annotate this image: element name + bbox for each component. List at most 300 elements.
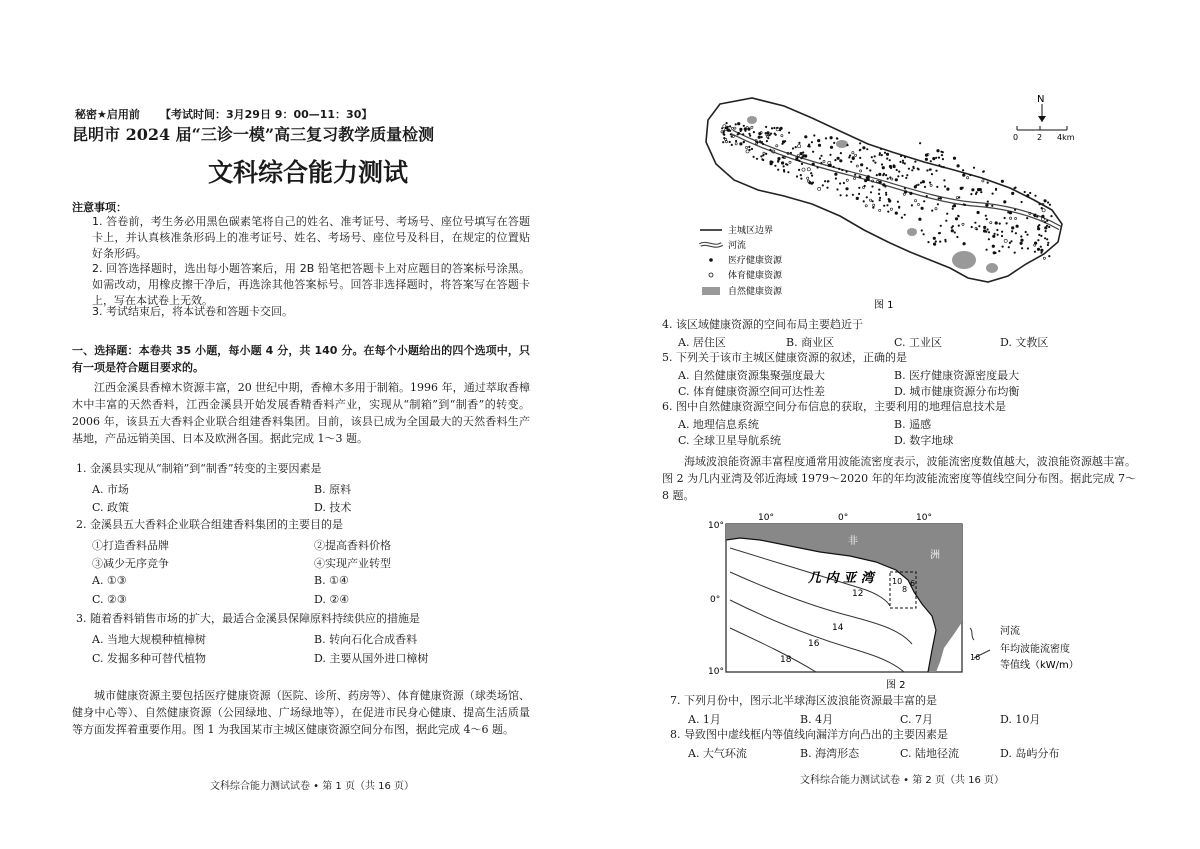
resource-point: [1047, 201, 1049, 203]
resource-point: [938, 197, 940, 199]
contour-label-6: 6: [910, 579, 916, 588]
resource-point: [756, 158, 758, 160]
resource-point: [765, 132, 767, 134]
figure-1-legend: [700, 224, 783, 297]
resource-point: [999, 223, 1001, 225]
resource-point: [885, 192, 887, 194]
notice-title: 注意事项：: [72, 201, 127, 214]
lat-label-1: 10°: [708, 521, 724, 531]
resource-point: [828, 164, 831, 167]
resource-point: [792, 147, 794, 149]
resource-point: [1001, 180, 1004, 183]
resource-point: [784, 140, 786, 142]
passage-1: 江西金溪县香樟木资源丰富，20 世纪中期，香樟木多用于制箱。1996 年，通过萃取香樟木中丰富的天然香料，江西金溪县开始发展香精香料产业，实现从“制箱”到“制香”的转变。2006 年，该县五大香料企业联合组建香料集团。目前，该县已成为全国最大的天然香料生产基地，产品远销美国、日本及欧洲各国。据此完成 1～3 题。: [72, 381, 530, 445]
resource-point: [849, 154, 851, 156]
resource-point: [817, 166, 819, 168]
resource-point: [748, 133, 750, 135]
notice-item-1: 1. 答卷前，考生务必用黑色碳素笔将自己的姓名、准考证号、考场号、座位号填写在答题卡上，并认真核准条形码上的准考证号、姓名、考场号、座位号及科目，在规定的位置贴好条形码。: [92, 215, 530, 260]
contour-label-12: 12: [852, 589, 864, 599]
question-1: 1. 金溪县实现从“制箱”到“制香”转变的主要因素是: [76, 462, 322, 475]
resource-point: [1044, 221, 1046, 223]
q2-option-d: D. ②④: [314, 593, 350, 606]
resource-point: [898, 171, 900, 173]
resource-point: [901, 175, 903, 177]
resource-point: [896, 169, 898, 171]
resource-point: [886, 158, 888, 160]
resource-point: [743, 141, 745, 143]
q8-option-d: D. 岛屿分布: [1000, 747, 1060, 760]
resource-point: [902, 162, 904, 164]
resource-point: [1024, 191, 1026, 193]
resource-point: [957, 164, 960, 167]
north-label: N: [1037, 94, 1045, 105]
resource-point: [876, 174, 878, 176]
resource-point: [783, 156, 785, 158]
resource-point: [1014, 187, 1016, 189]
resource-point: [1046, 220, 1048, 222]
resource-point: [802, 154, 805, 157]
resource-point: [860, 163, 863, 166]
urban-boundary: [706, 98, 1062, 282]
resource-point: [753, 131, 755, 133]
resource-point: [978, 225, 980, 227]
resource-point: [800, 152, 803, 155]
resource-point: [1038, 234, 1040, 236]
resource-point: [742, 133, 744, 135]
page-footer-2: 文科综合能力测试试卷 • 第 2 页（共 16 页）: [800, 775, 1005, 786]
resource-point: [922, 180, 925, 183]
resource-point: [895, 212, 898, 215]
resource-point: [874, 155, 876, 157]
resource-point: [848, 156, 850, 158]
resource-point: [811, 141, 813, 143]
q8-option-a: A. 大气环流: [688, 747, 747, 760]
resource-point: [902, 160, 904, 162]
resource-point: [769, 134, 771, 136]
resource-point: [992, 235, 995, 238]
section-heading: 一、选择题：本卷共 35 小题，每小题 4 分，共 140 分。在每个小题给出的四个选项中，只有一项是符合题目要求的。: [72, 344, 530, 374]
q2-option-c: C. ②③: [92, 593, 127, 606]
resource-point: [871, 156, 873, 158]
q8-option-b: B. 海湾形态: [800, 747, 860, 760]
resource-point: [735, 140, 737, 142]
legend-contour-unit: 等值线（kW/m）: [1000, 660, 1079, 671]
resource-point: [938, 232, 940, 234]
resource-point: [830, 136, 833, 139]
resource-point: [974, 222, 976, 224]
resource-point: [812, 151, 814, 153]
resource-point: [777, 169, 779, 171]
resource-point: [1034, 251, 1036, 253]
resource-point: [1029, 192, 1031, 194]
resource-point: [940, 198, 942, 200]
q2-choice-4: ④实现产业转型: [314, 557, 391, 570]
resource-point: [1001, 235, 1003, 237]
resource-point: [911, 169, 913, 171]
resource-point: [923, 233, 925, 235]
resource-point: [914, 185, 917, 188]
resource-point: [983, 226, 986, 229]
figure-2-legend: [970, 624, 1079, 671]
q3-option-b: B. 转向石化合成香料: [314, 633, 418, 646]
q6-option-b: B. 遥感: [894, 418, 932, 431]
resource-point: [836, 138, 838, 140]
resource-point: [889, 165, 892, 168]
resource-point: [944, 185, 946, 187]
resource-point: [812, 163, 815, 166]
resource-point: [994, 233, 996, 235]
resource-point: [835, 177, 837, 179]
resource-point: [1027, 194, 1029, 196]
resource-point: [951, 227, 953, 229]
notice-item-3: 3. 考试结束后，将本试卷和答题卡交回。: [92, 305, 293, 318]
resource-point: [1040, 246, 1042, 248]
q2-choice-3: ③减少无序竞争: [92, 557, 169, 570]
q3-option-a: A. 当地大规模种植樟树: [92, 633, 206, 646]
resource-point: [796, 175, 798, 177]
resource-point: [721, 127, 723, 129]
resource-point: [1041, 207, 1043, 209]
resource-point: [938, 157, 940, 159]
resource-point: [813, 134, 815, 136]
resource-point: [900, 155, 902, 157]
resource-point: [775, 134, 777, 136]
resource-point: [946, 213, 948, 215]
legend-boundary: 主城区边界: [728, 226, 774, 236]
header-time: 【考试时间：3月29日 9：00—11：30】: [160, 108, 373, 121]
resource-point: [1048, 255, 1050, 257]
resource-point: [879, 154, 881, 156]
resource-point: [727, 126, 729, 128]
resource-point: [938, 164, 940, 166]
resource-point: [962, 174, 965, 177]
resource-point: [1048, 226, 1050, 228]
notice-item-2: 2. 回答选择题时，选出每小题答案后，用 2B 铅笔把答题卡上对应题目的答案标号涂黑。如需改动，用橡皮擦干净后，再选涂其他答案标号。回答非选择题时，将答案写在答题卡上，写在本试卷上无效。: [92, 262, 530, 307]
resource-point: [766, 131, 769, 134]
resource-point: [930, 168, 932, 170]
q1-option-a: A. 市场: [92, 483, 129, 496]
resource-point: [859, 175, 861, 177]
resource-point: [820, 162, 822, 164]
resource-point: [834, 159, 836, 161]
resource-point: [992, 245, 995, 248]
svg-text:4km: 4km: [1057, 133, 1075, 142]
resource-point: [962, 187, 964, 189]
resource-point: [726, 122, 728, 124]
resource-point: [917, 168, 919, 170]
resource-point: [921, 207, 924, 210]
resource-point: [886, 153, 889, 156]
lon-label-1: 10°: [758, 513, 774, 523]
legend-contour-num: 16: [970, 653, 981, 662]
resource-point: [723, 134, 725, 136]
resource-point: [801, 163, 803, 165]
resource-point: [824, 180, 826, 182]
resource-point: [951, 229, 954, 232]
resource-point: [859, 157, 861, 159]
resource-point: [872, 207, 874, 209]
q2-option-b: B. ①④: [314, 574, 349, 587]
resource-point: [862, 146, 865, 149]
resource-point: [850, 161, 852, 163]
resource-point: [933, 243, 936, 246]
resource-point: [908, 168, 910, 170]
q5-option-a: A. 自然健康资源集聚强度最大: [678, 369, 825, 382]
resource-point: [1046, 225, 1048, 227]
resource-point: [942, 158, 944, 160]
q1-option-b: B. 原料: [314, 483, 352, 496]
resource-point: [866, 177, 868, 179]
resource-point: [1010, 240, 1012, 242]
question-3: 3. 随着香料销售市场的扩大，最适合金溪县保障原料持续供应的措施是: [76, 612, 420, 625]
resource-point: [924, 186, 926, 188]
resource-point: [897, 201, 899, 203]
resource-point: [790, 152, 792, 154]
resource-point: [918, 218, 921, 221]
resource-point: [1009, 211, 1012, 214]
resource-point: [885, 174, 887, 176]
resource-point: [739, 128, 742, 131]
resource-point: [1046, 238, 1048, 240]
resource-point: [1002, 246, 1004, 248]
resource-point: [920, 182, 922, 184]
resource-point: [744, 130, 746, 132]
resource-point: [770, 162, 773, 165]
resource-point: [935, 157, 937, 159]
resource-point: [776, 127, 778, 129]
resource-point: [946, 188, 949, 191]
q8-option-c: C. 陆地径流: [900, 747, 960, 760]
resource-point: [866, 196, 868, 198]
lon-label-3: 10°: [916, 513, 932, 523]
figure-1-caption: 图 1: [874, 300, 894, 311]
q4-option-d: D. 文教区: [1000, 336, 1049, 349]
resource-point: [869, 169, 871, 171]
resource-point: [878, 173, 881, 176]
resource-point: [771, 127, 773, 129]
resource-point: [1008, 246, 1010, 248]
resource-point: [810, 172, 812, 174]
resource-point: [995, 188, 997, 190]
resource-point: [988, 231, 990, 233]
resource-point: [838, 168, 840, 170]
resource-point: [940, 225, 942, 227]
resource-point: [898, 207, 900, 209]
contour-label-10: 10: [892, 577, 903, 586]
resource-point: [958, 196, 960, 198]
resource-point: [874, 162, 876, 164]
lon-label-2: 0°: [838, 513, 849, 523]
resource-point: [923, 200, 925, 202]
resource-point: [977, 188, 980, 191]
resource-point: [879, 199, 881, 201]
resource-point: [834, 173, 837, 176]
legend-contour: 年均波能流密度: [1000, 644, 1070, 655]
resource-point: [977, 211, 980, 214]
resource-point: [769, 149, 771, 151]
north-arrow-icon: [1037, 94, 1046, 122]
q6-option-c: C. 全球卫星导航系统: [678, 434, 782, 447]
resource-point: [1011, 230, 1013, 232]
resource-point: [963, 242, 966, 245]
resource-point: [830, 146, 833, 149]
resource-point: [945, 220, 947, 222]
resource-point: [747, 128, 750, 131]
resource-point: [841, 169, 843, 171]
resource-point: [856, 197, 859, 200]
resource-point: [846, 194, 848, 196]
legend-medical: 医疗健康资源: [728, 256, 783, 266]
resource-point: [1021, 201, 1023, 203]
resource-point: [804, 135, 807, 138]
resource-point: [878, 193, 880, 195]
resource-point: [991, 205, 993, 207]
resource-point: [854, 174, 856, 176]
land-label-fei: 非: [848, 536, 858, 547]
resource-point: [825, 137, 827, 139]
resource-point: [879, 181, 882, 184]
resource-point: [829, 154, 831, 156]
resource-point: [987, 228, 989, 230]
resource-point: [800, 174, 802, 176]
q2-choice-2: ②提高香料价格: [314, 539, 391, 552]
q5-option-b: B. 医疗健康资源密度最大: [894, 369, 1020, 382]
resource-point: [952, 205, 954, 207]
question-5: 5. 下列关于该市主城区健康资源的叙述，正确的是: [662, 351, 907, 364]
q3-option-d: D. 主要从国外进口樟树: [314, 652, 429, 665]
q2-option-a: A. ①③: [92, 574, 127, 587]
resource-point: [904, 214, 906, 216]
resource-point: [822, 184, 824, 186]
resource-point: [904, 156, 906, 158]
resource-point: [864, 179, 867, 182]
resource-point: [953, 157, 956, 160]
question-2: 2. 金溪县五大香料企业联合组建香料集团的主要目的是: [76, 518, 343, 531]
resource-point: [883, 205, 885, 207]
resource-point: [880, 148, 882, 150]
resource-point: [939, 241, 941, 243]
resource-point: [914, 161, 916, 163]
resource-point: [796, 156, 798, 158]
resource-point: [952, 208, 954, 210]
resource-point: [845, 187, 848, 190]
resource-point: [897, 175, 899, 177]
question-6: 6. 图中自然健康资源空间分布信息的获取，主要利用的地理信息技术是: [662, 400, 1006, 413]
resource-point: [826, 187, 828, 189]
resource-point: [886, 204, 888, 206]
resource-point: [930, 160, 932, 162]
resource-point: [933, 237, 936, 240]
resource-point: [962, 169, 964, 171]
q3-option-c: C. 发掘多种可替代植物: [92, 652, 207, 665]
resource-point: [811, 182, 813, 184]
resource-point: [827, 180, 829, 182]
resource-point: [940, 166, 942, 168]
resource-point: [971, 226, 973, 228]
resource-point: [932, 157, 935, 160]
resource-point: [819, 157, 821, 159]
q4-option-c: C. 工业区: [894, 336, 943, 349]
resource-point: [1020, 239, 1023, 242]
resource-point: [905, 177, 907, 179]
resource-point: [929, 182, 931, 184]
resource-point: [730, 133, 732, 135]
resource-point: [1006, 222, 1008, 224]
resource-point: [943, 166, 945, 168]
resource-point: [888, 198, 890, 200]
resource-point: [935, 240, 937, 242]
lat-label-2: 0°: [710, 595, 721, 605]
resource-point: [859, 142, 861, 144]
page-footer: 文科综合能力测试试卷 • 第 1 页（共 16 页）: [210, 781, 415, 792]
figure-2-caption: 图 2: [886, 680, 906, 690]
resource-point: [985, 204, 988, 207]
resource-point: [941, 154, 943, 156]
resource-point: [881, 154, 883, 156]
resource-point: [879, 197, 881, 199]
resource-point: [983, 170, 985, 172]
resource-point: [996, 229, 998, 231]
figure-1-map: [692, 92, 1092, 314]
q5-option-c: C. 体育健康资源空间可达性差: [678, 385, 826, 398]
resource-point: [774, 165, 776, 167]
resource-point: [986, 218, 988, 220]
contour-label-16: 16: [808, 639, 820, 649]
resource-point: [889, 159, 891, 161]
exam-subtitle: 文科综合能力测试: [208, 158, 409, 187]
resource-point: [765, 153, 767, 155]
resource-point: [997, 234, 999, 236]
resource-point: [973, 167, 975, 169]
resource-point: [1049, 204, 1051, 206]
q7-option-b: B. 4月: [800, 713, 834, 726]
resource-point: [988, 238, 990, 240]
resource-point: [937, 203, 939, 205]
resource-point: [1020, 235, 1022, 237]
resource-point: [840, 152, 842, 154]
q1-option-d: D. 技术: [314, 501, 352, 514]
question-8: 8. 导致图中虚线框内等值线向漏洋方向凸出的主要因素是: [670, 728, 948, 741]
svg-text:2: 2: [1037, 133, 1043, 142]
resource-point: [964, 204, 966, 206]
resource-point: [798, 160, 800, 162]
resource-point: [1040, 235, 1042, 237]
contour-label-14: 14: [832, 623, 844, 633]
legend-natural: 自然健康资源: [728, 287, 783, 297]
resource-point: [936, 186, 938, 188]
resource-point: [723, 130, 725, 132]
resource-point: [727, 129, 730, 132]
resource-point: [859, 149, 861, 151]
resource-point: [887, 178, 889, 180]
resource-point: [935, 170, 937, 172]
exam-title: 昆明市 2024 届“三诊一模”高三复习教学质量检测: [72, 125, 435, 144]
passage-3: 海域波浪能资源丰富程度通常用波能流密度表示，波能流密度数值越大，波浪能资源越丰富。图 2 为几内亚湾及邻近海域 1979～2020 年的年均波能流密度等值线空间分布图。据此完成 7～8 题。: [662, 455, 1136, 502]
resource-point: [1021, 247, 1023, 249]
resource-point: [1003, 200, 1006, 203]
gulf-label: 几 内 亚 湾: [808, 571, 874, 586]
question-4: 4. 该区域健康资源的空间布局主要趋近于: [662, 318, 863, 331]
resource-point: [985, 215, 987, 217]
resource-point: [970, 193, 972, 195]
resource-point: [1033, 214, 1035, 216]
resource-point: [858, 187, 860, 189]
resource-point: [954, 231, 956, 233]
resource-point: [1040, 249, 1043, 252]
resource-point: [878, 189, 880, 191]
resource-point: [1044, 237, 1046, 239]
resource-point: [1047, 242, 1049, 244]
